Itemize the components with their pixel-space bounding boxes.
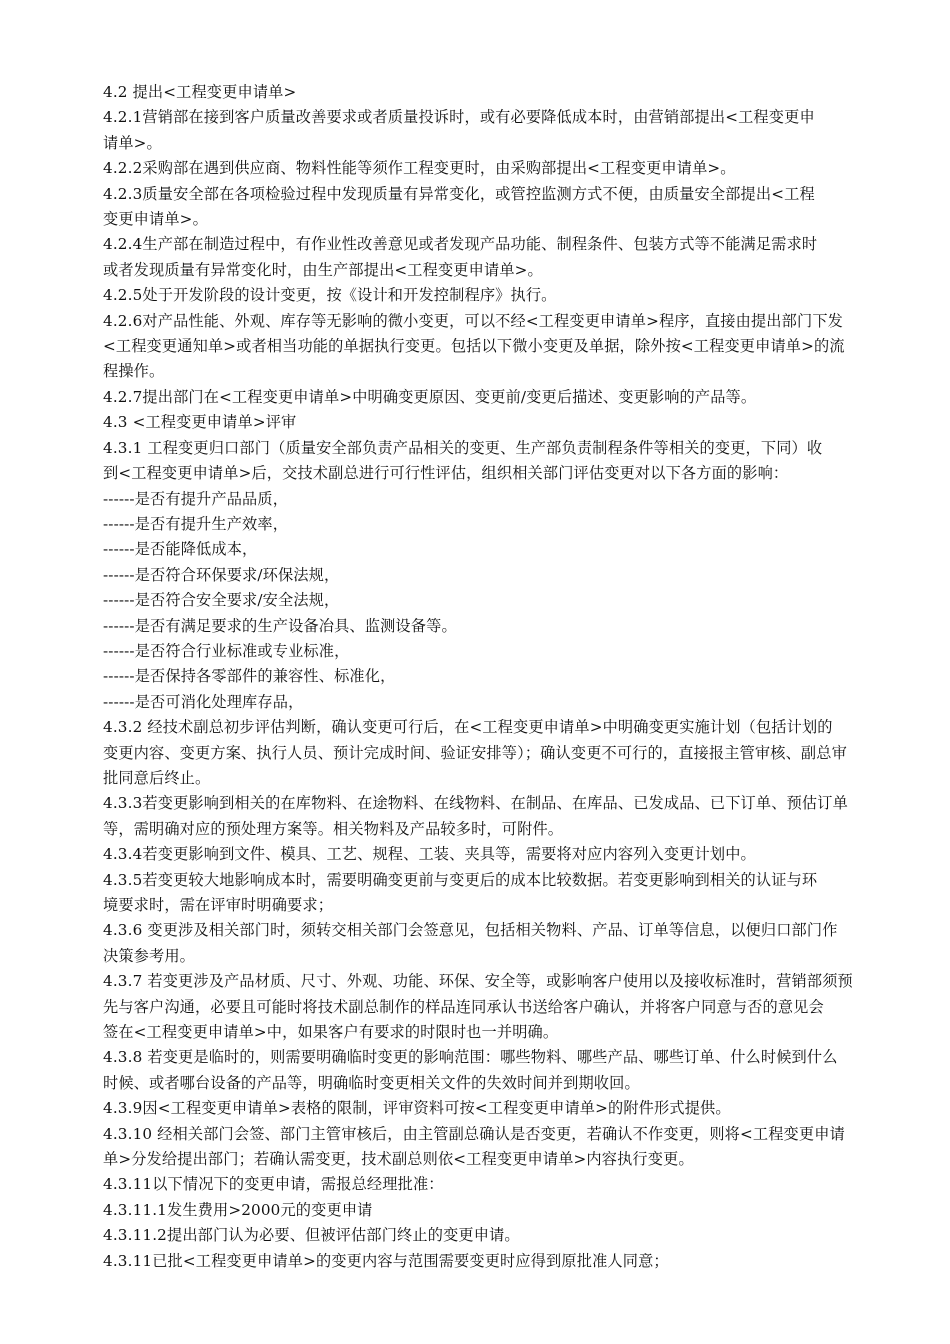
paragraph-line: 4.3.2 经技术副总初步评估判断，确认变更可行后，在<工程变更申请单>中明确变更实施计划（包括计划的 — [103, 718, 833, 737]
paragraph-line: 境要求时，需在评审时明确要求； — [103, 896, 334, 914]
list-item: ------是否符合安全要求/安全法规， — [103, 591, 340, 610]
list-item: ------是否符合环保要求/环保法规， — [103, 565, 340, 584]
paragraph-line: 到<工程变更申请单>后，交技术副总进行可行性评估，组织相关部门评估变更对以下各方面的影响： — [103, 464, 789, 483]
paragraph-line: 4.3.6 变更涉及相关部门时，须转交相关部门会签意见，包括相关物料、产品、订单等信息，以便归口部门作 — [103, 921, 838, 940]
paragraph-line: 决策参考用。 — [103, 946, 196, 965]
paragraph-line: 变更申请单>。 — [103, 210, 208, 229]
paragraph-line: 4.3.3若变更影响到相关的在库物料、在途物料、在线物料、在制品、在库品、已发成品、已下订单、预估订单 — [103, 794, 848, 813]
paragraph-line: 4.3.11以下情况下的变更申请，需报总经理批准： — [103, 1175, 444, 1194]
paragraph-line: 等，需明确对应的预处理方案等。相关物料及产品较多时，可附件。 — [103, 819, 564, 838]
list-item: ------是否有提升产品品质， — [103, 489, 289, 508]
paragraph-line: 4.2.3质量安全部在各项检验过程中发现质量有异常变化，或管控监测方式不便，由质量安全部提出<工程 — [103, 184, 815, 203]
paragraph-line: 先与客户沟通，必要且可能时将技术副总制作的样品连同承认书送给客户确认，并将客户同意与否的意见会 — [103, 997, 824, 1016]
document-body — [103, 80, 883, 1274]
paragraph-line: 请单>。 — [103, 133, 162, 152]
paragraph-line: 4.2.4生产部在制造过程中，有作业性改善意见或者发现产品功能、制程条件、包装方式等不能满足需求时 — [103, 235, 818, 254]
paragraph-line: 4.2.6对产品性能、外观、库存等无影响的微小变更，可以不经<工程变更申请单>程序，直接由提出部门下发 — [103, 311, 843, 330]
paragraph-line: 4.3.8 若变更是临时的，则需要明确临时变更的影响范围：哪些物料、哪些产品、哪些订单、什么时候到什么 — [103, 1048, 838, 1067]
list-item: ------是否保持各零部件的兼容性、标准化， — [103, 667, 396, 686]
paragraph-line: 变更内容、变更方案、执行人员、预计完成时间、验证安排等）；确认变更不可行的，直接报主管审核、副总审 — [103, 743, 847, 762]
list-item: ------是否能降低成本， — [103, 540, 258, 559]
paragraph-line: 4.3.11.1发生费用>2000元的变更申请 — [103, 1200, 373, 1219]
paragraph-line: 4.3.9因<工程变更申请单>表格的限制，评审资料可按<工程变更申请单>的附件形式提供。 — [103, 1099, 731, 1118]
paragraph-line: 单>分发给提出部门；若确认需变更，技术副总则依<工程变更申请单>内容执行变更。 — [103, 1150, 694, 1169]
paragraph-line: 签在<工程变更申请单>中，如果客户有要求的时限时也一并明确。 — [103, 1023, 559, 1042]
section-heading: 4.3 <工程变更申请单>评审 — [103, 413, 297, 432]
paragraph-line: 4.3.10 经相关部门会签、部门主管审核后，由主管副总确认是否变更，若确认不作变更，则将<工程变更申请 — [103, 1124, 845, 1143]
paragraph-line: 4.3.11.2提出部门认为必要、但被评估部门终止的变更申请。 — [103, 1226, 520, 1245]
section-heading: 4.2 提出<工程变更申请单> — [103, 83, 297, 101]
paragraph-line: 程操作。 — [103, 362, 165, 381]
paragraph-line: 4.3.4若变更影响到文件、模具、工艺、规程、工装、夹具等，需要将对应内容列入变更计划中。 — [103, 845, 756, 864]
list-item: ------是否有提升生产效率， — [103, 514, 289, 533]
paragraph-line: 4.3.5若变更较大地影响成本时，需要明确变更前与变更后的成本比较数据。若变更影响到相关的认证与环 — [103, 870, 818, 889]
paragraph-line: 4.2.2采购部在遇到供应商、物料性能等须作工程变更时，由采购部提出<工程变更申请单>。 — [103, 159, 736, 178]
paragraph-line: 4.2.5处于开发阶段的设计变更，按《设计和开发控制程序》执行。 — [103, 286, 557, 305]
paragraph-line: 4.3.11已批<工程变更申请单>的变更内容与范围需要变更时应得到原批准人同意； — [103, 1251, 669, 1270]
list-item: ------是否可消化处理库存品， — [103, 692, 304, 711]
paragraph-line: 4.3.1 工程变更归口部门（质量安全部负责产品相关的变更、生产部负责制程条件等相关的变更，下同）收 — [103, 438, 823, 457]
paragraph-line: <工程变更通知单>或者相当功能的单据执行变更。包括以下微小变更及单据，除外按<工程变更申请单>的流 — [103, 337, 845, 356]
paragraph-line: 或者发现质量有异常变化时，由生产部提出<工程变更申请单>。 — [103, 260, 543, 279]
paragraph-line: 4.2.1营销部在接到客户质量改善要求或者质量投诉时，或有必要降低成本时，由营销部提出<工程变更申 — [103, 108, 815, 127]
list-item: ------是否符合行业标准或专业标准， — [103, 641, 350, 660]
list-item: ------是否有满足要求的生产设备冶具、监测设备等。 — [103, 616, 457, 635]
paragraph-line: 时候、或者哪台设备的产品等，明确临时变更相关文件的失效时间并到期收回。 — [103, 1073, 640, 1092]
paragraph-line: 4.3.7 若变更涉及产品材质、尺寸、外观、功能、环保、安全等，或影响客户使用以及接收标准时，营销部须预 — [103, 972, 853, 991]
paragraph-line: 批同意后终止。 — [103, 768, 211, 787]
paragraph-line: 4.2.7提出部门在<工程变更申请单>中明确变更原因、变更前/变更后描述、变更影响的产品等。 — [103, 387, 757, 406]
